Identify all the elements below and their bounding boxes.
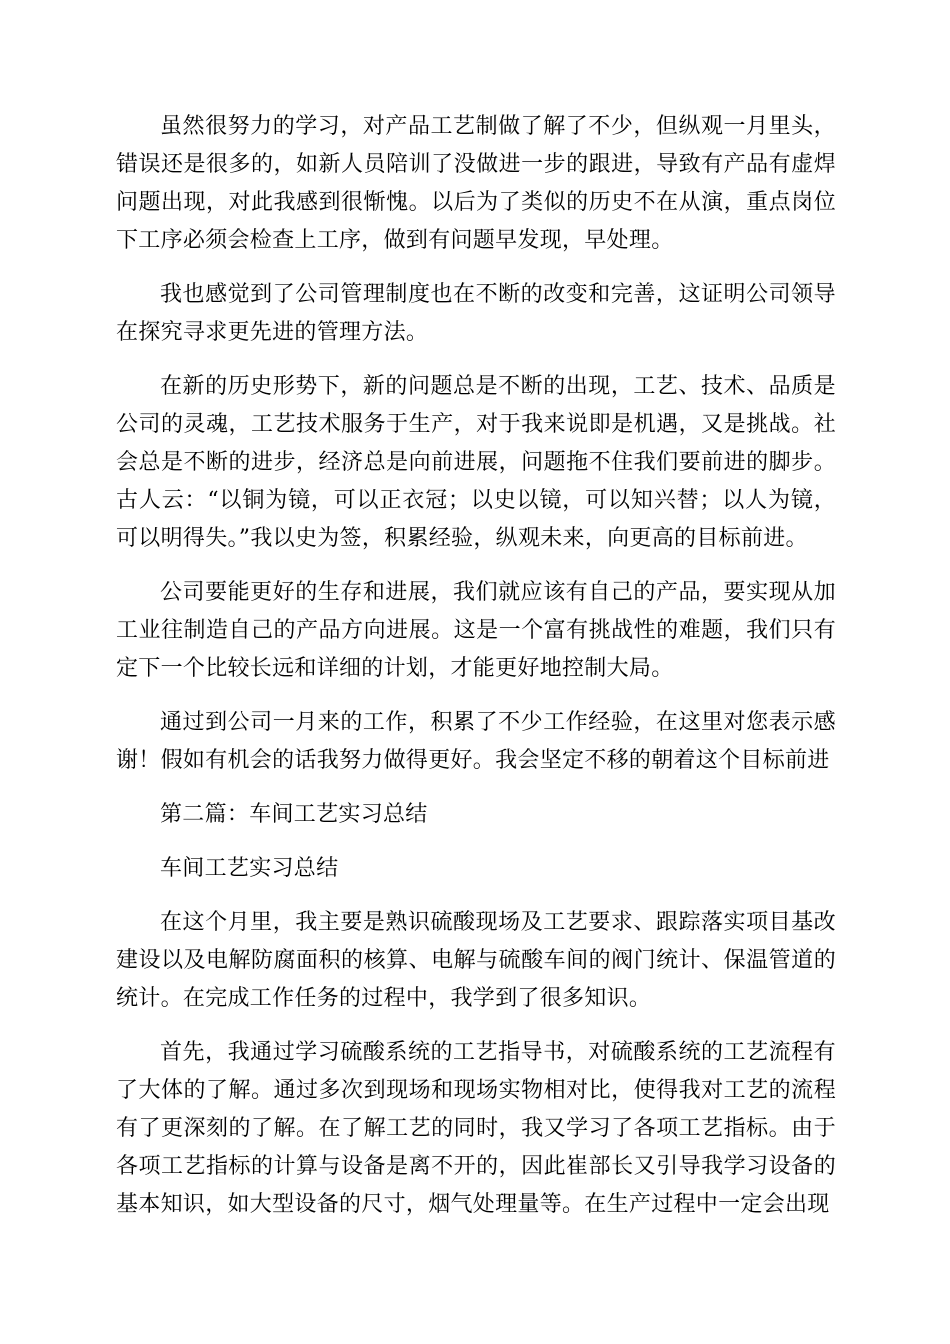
section-paragraph-1: 在这个月里，我主要是熟识硫酸现场及工艺要求、跟踪落实项目基改建设以及电解防腐面积的核算、电解与硫酸车间的阀门统计、保温管道的统计。在完成工作任务的过程中，我学到了很多知识。 [116, 910, 836, 1011]
section-title: 车间工艺实习总结 [160, 856, 339, 881]
document-page [116, 108, 836, 1240]
paragraph-4: 公司要能更好的生存和进展，我们就应该有自己的产品，要实现从加工业往制造自己的产品方向进展。这是一个富有挑战性的难题，我们只有定下一个比较长远和详细的计划，才能更好地控制大局。 [116, 580, 836, 681]
paragraph-5: 通过到公司一月来的工作，积累了不少工作经验，在这里对您表示感谢！假如有机会的话我努力做得更好。我会坚定不移的朝着这个目标前进 [116, 710, 836, 773]
paragraph-1: 虽然很努力的学习，对产品工艺制做了解了不少，但纵观一月里头，错误还是很多的，如新人员陪训了没做进一步的跟进，导致有产品有虚焊问题出现，对此我感到很惭愧。以后为了类似的历史不在从演，重点岗位下工序必须会检查上工序，做到有问题早发现，早处理。 [116, 114, 836, 253]
section-heading: 第二篇：车间工艺实习总结 [160, 802, 428, 827]
paragraph-3: 在新的历史形势下，新的问题总是不断的出现，工艺、技术、品质是公司的灵魂，工艺技术服务于生产，对于我来说即是机遇，又是挑战。社会总是不断的进步，经济总是向前进展，问题拖不住我们要前进的脚步。古人云：“以铜为镜，可以正衣冠；以史以镜，可以知兴替；以人为镜，可以明得失。”我以史为签，积累经验，纵观未来，向更高的目标前进。 [116, 374, 836, 551]
section-paragraph-2: 首先，我通过学习硫酸系统的工艺指导书，对硫酸系统的工艺流程有了大体的了解。通过多次到现场和现场实物相对比，使得我对工艺的流程有了更深刻的了解。在了解工艺的同时，我又学习了各项工艺指标。由于各项工艺指标的计算与设备是离不开的，因此崔部长又引导我学习设备的基本知识，如大型设备的尺寸，烟气处理量等。在生产过程中一定会出现 [116, 1040, 836, 1217]
paragraph-2: 我也感觉到了公司管理制度也在不断的改变和完善，这证明公司领导在探究寻求更先进的管理方法。 [116, 282, 836, 345]
